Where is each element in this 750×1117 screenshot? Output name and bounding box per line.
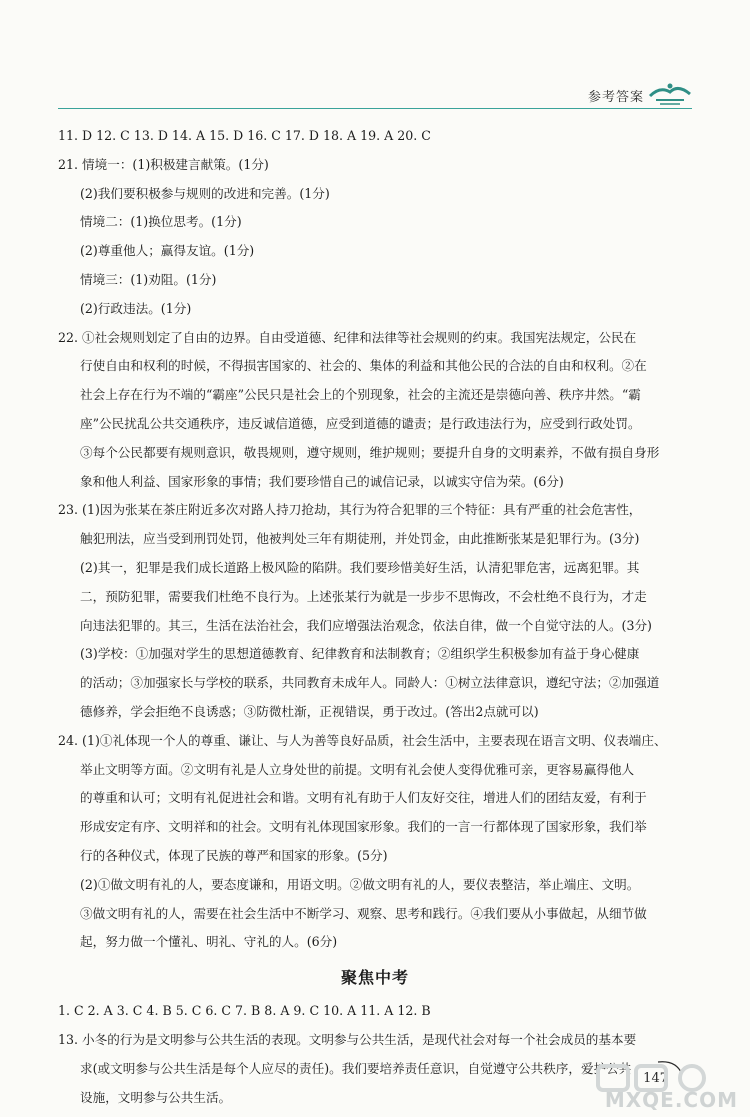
section-title: 聚焦中考 — [340, 968, 409, 988]
answer-line: 行使自由和权利的时候，不得损害国家的、社会的、集体的利益和其他公民的合法的自由和权利。②在 — [80, 358, 647, 374]
answer-line: 社会上存在行为不端的“霸座”公民只是社会上的个别现象，社会的主流还是崇德向善、秩序井然。“霸 — [80, 387, 641, 403]
answer-line: ③每个公民都要有规则意识，敬畏规则，遵守规则，维护规则；要提升自身的文明素养，不做有损自身形 — [80, 444, 660, 460]
answer-content — [58, 122, 692, 1112]
answer-line: 23. (1)因为张某在茶庄附近多次对路人持刀抢劫，其行为符合犯罪的三个特征：具有严重的社会危害性， — [58, 502, 642, 518]
answer-line: (2)其一，犯罪是我们成长道路上极风险的陷阱。我们要珍惜美好生活，认清犯罪危害，远离犯罪。其 — [80, 559, 640, 575]
header-title: 参考答案 — [587, 90, 644, 105]
answer-line: 24. (1)①礼体现一个人的尊重、谦让、与人为善等良好品质，社会生活中，主要表现在语言文明、仪表端庄、 — [58, 732, 667, 748]
header-rule — [58, 108, 692, 109]
page-header — [58, 78, 692, 112]
answer-line: 德修养，学会拒绝不良诱惑；③防微杜渐，正视错误，勇于改过。(答出2点就可以) — [80, 703, 539, 719]
answer-line: 求(或文明参与公共生活是每个人应尽的责任)。我们要培养责任意识，自觉遵守公共秩序，爱护公共 — [80, 1060, 632, 1076]
answer-line: 情境三：(1)劝阻。(1分) — [80, 271, 217, 287]
answer-line: 行的各种仪式，体现了民族的尊严和国家的形象。(5分) — [80, 847, 388, 863]
answer-line: 1. C 2. A 3. C 4. B 5. C 6. C 7. B 8. A 9. C 10. A 11. A 12. B — [58, 1003, 431, 1019]
mountain-logo-icon — [648, 78, 692, 108]
answer-line: (2)行政违法。(1分) — [80, 300, 192, 316]
answer-line: 情境二：(1)换位思考。(1分) — [80, 214, 242, 230]
answer-line: 设施，文明参与公共生活。 — [80, 1089, 232, 1105]
answer-line: 象和他人利益、国家形象的事情；我们要珍惜自己的诚信记录，以诚实守信为荣。(6分) — [80, 473, 564, 489]
answer-line: 触犯刑法，应当受到刑罚处罚，他被判处三年有期徒刑，并处罚金，由此推断张某是犯罪行为。(3分) — [80, 531, 640, 547]
answer-line: 13. 小冬的行为是文明参与公共生活的表现。文明参与公共生活，是现代社会对每一个社会成员的基本要 — [58, 1031, 637, 1047]
answer-line: 21. 情境一：(1)积极建言献策。(1分) — [58, 156, 269, 172]
watermark-text: MXQE.COM — [604, 1088, 738, 1112]
answer-line: 座”公民扰乱公共交通秩序，违反诚信道德，应受到道德的谴责；是行政违法行为，应受到行政处罚。 — [80, 415, 641, 431]
answer-line: (3)学校：①加强对学生的思想道德教育、纪律教育和法制教育；②组织学生积极参加有益于身心健康 — [80, 646, 640, 662]
answer-line: (2)我们要积极参与规则的改进和完善。(1分) — [80, 185, 330, 201]
answer-line: 举止文明等方面。②文明有礼是人立身处世的前提。文明有礼会使人变得优雅可亲，更容易赢得他人 — [80, 761, 635, 777]
answer-line: 起，努力做一个懂礼、明礼、守礼的人。(6分) — [80, 934, 338, 950]
answer-line: 的尊重和认可；文明有礼促进社会和谐。文明有礼有助于人们友好交往，增进人们的团结友爱，有利于 — [80, 790, 647, 806]
answer-line: 形成安定有序、文明祥和的社会。文明有礼体现国家形象。我们的一言一行都体现了国家形象，我们举 — [80, 819, 647, 835]
answer-line: (2)尊重他人；赢得友谊。(1分) — [80, 243, 255, 259]
answer-line: 的活动；③加强家长与学校的联系，共同教育未成年人。同龄人：①树立法律意识，遵纪守法；②加强道 — [80, 675, 660, 691]
answer-line: 11. D 12. C 13. D 14. A 15. D 16. C 17. D 18. A 19. A 20. C — [58, 128, 431, 143]
answer-line: 22. ①社会规则划定了自由的边界。自由受道德、纪律和法律等社会规则的约束。我国宪法规定，公民在 — [58, 329, 637, 345]
page-number: 147 — [643, 1071, 668, 1086]
answer-line: (2)①做文明有礼的人，要态度谦和，用语文明。②做文明有礼的人，要仪表整洁，举止端庄、文明。 — [80, 876, 640, 892]
answer-line: ③做文明有礼的人，需要在社会生活中不断学习、观察、思考和践行。④我们要从小事做起，从细节做 — [80, 905, 647, 921]
answer-line: 向违法犯罪的。其三，生活在法治社会，我们应增强法治观念，依法自律，做一个自觉守法的人。(3分) — [80, 617, 652, 633]
answer-line: 二，预防犯罪，需要我们杜绝不良行为。上述张某行为就是一步步不思悔改，不会杜绝不良行为，才走 — [80, 588, 647, 604]
